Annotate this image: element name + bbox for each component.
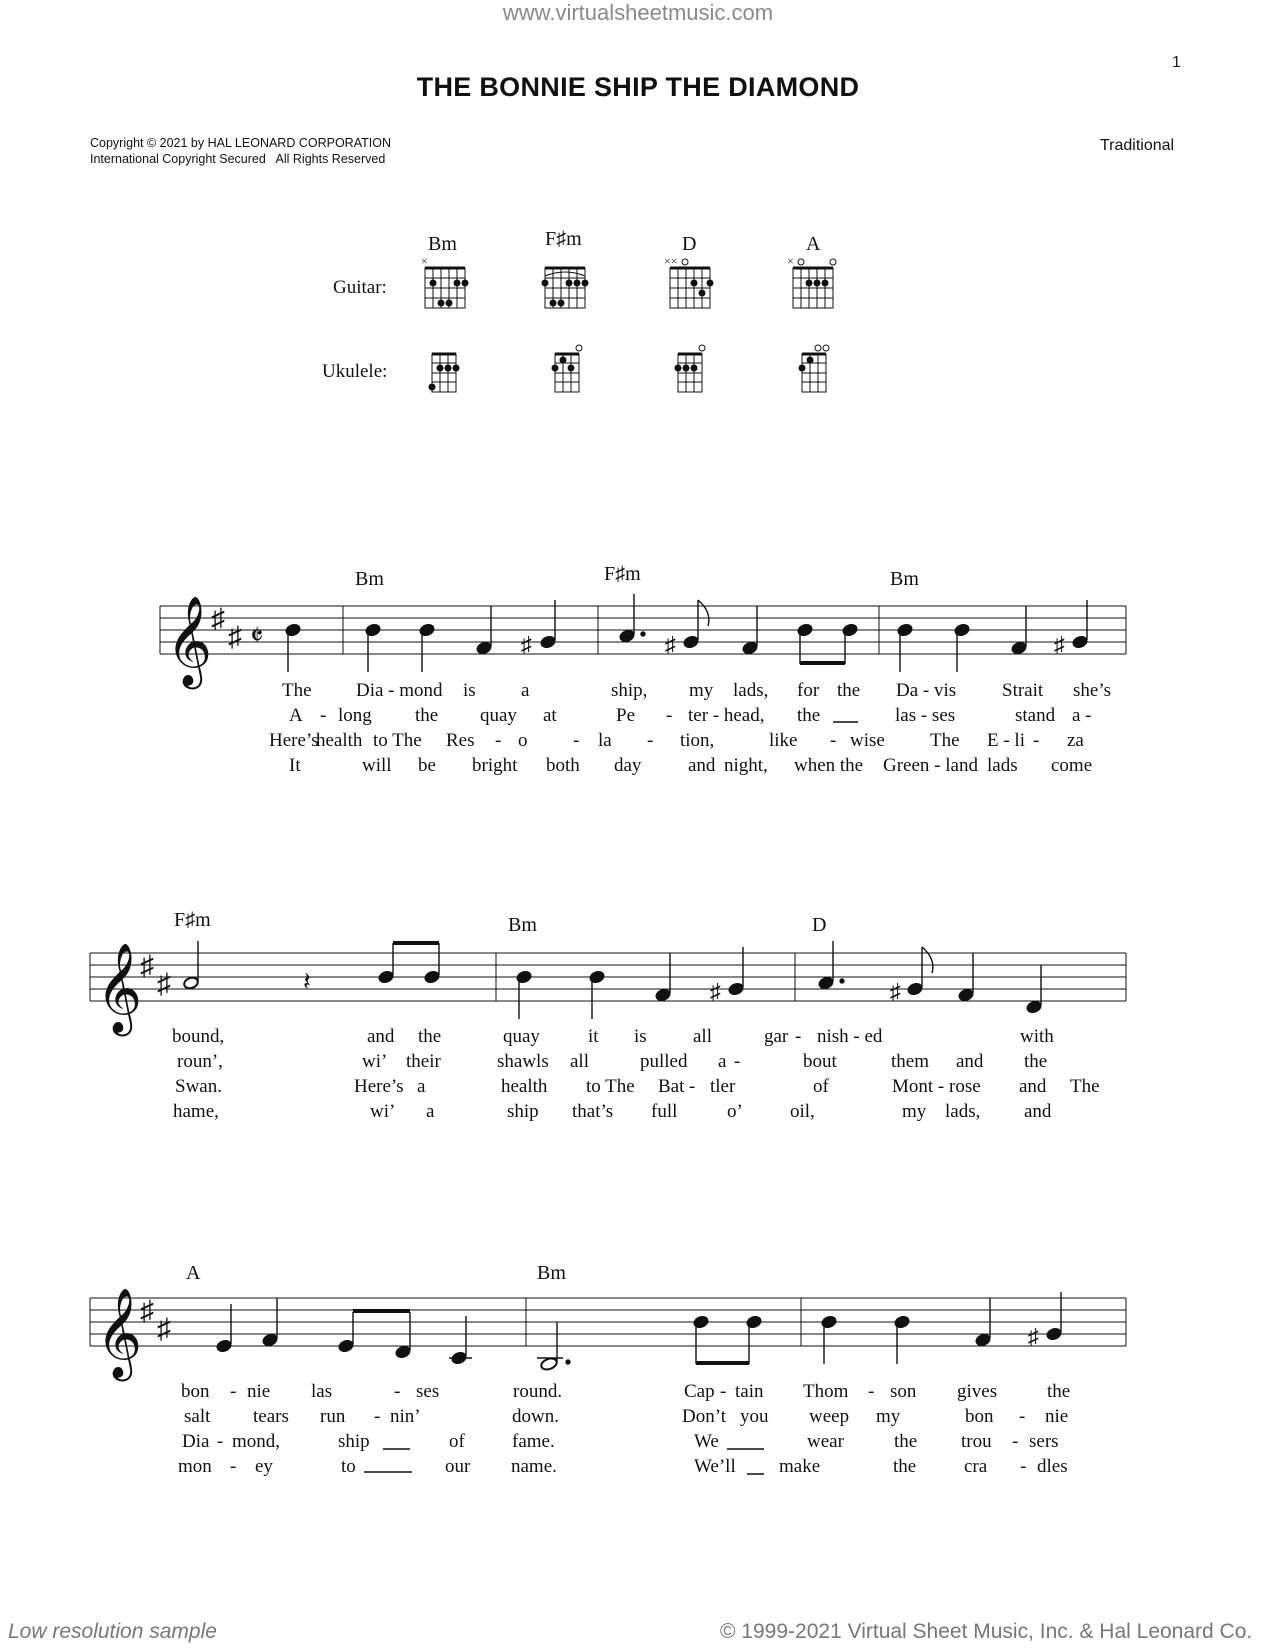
lyric-syllable: bright xyxy=(472,755,518,776)
lyric-syllable: and xyxy=(1024,1101,1052,1122)
lyric-syllable: for xyxy=(797,680,820,701)
lyric-syllable: las - ses xyxy=(895,705,956,726)
lyric-syllable: name. xyxy=(511,1456,557,1477)
quarter-note-icon xyxy=(958,988,975,1002)
lyric-syllable: a xyxy=(417,1076,426,1097)
lyric-syllable: is xyxy=(463,680,476,701)
lyric-syllable: wi’ xyxy=(370,1101,396,1122)
lyric-syllable: round. xyxy=(513,1381,563,1402)
lyric-syllable: - xyxy=(720,1381,727,1402)
quarter-note-icon xyxy=(216,1339,233,1353)
lyric-syllable: and xyxy=(688,755,716,776)
lyric-syllable: night, xyxy=(724,755,768,776)
lyric-syllable: bout xyxy=(803,1051,837,1072)
lyric-syllable: - xyxy=(1033,730,1040,751)
lyric-syllable: all xyxy=(570,1051,589,1072)
lyric-syllable: come xyxy=(1051,755,1093,776)
lyric-syllable: Here’s xyxy=(354,1076,404,1097)
lyric-syllable: lads, xyxy=(945,1101,981,1122)
sharp-icon: ♯ xyxy=(1054,632,1065,657)
lyric-syllable: - xyxy=(830,730,837,751)
lyric-syllable: mond, xyxy=(232,1431,281,1452)
lyric-syllable: It xyxy=(289,755,301,776)
lyric-syllable: - xyxy=(795,1026,802,1047)
lyric-syllable: salt xyxy=(184,1406,211,1427)
lyric-syllable: and xyxy=(367,1026,395,1047)
lyric-syllable: to The xyxy=(373,730,422,751)
lyric-syllable: nie xyxy=(1045,1406,1069,1427)
eighth-note-icon xyxy=(395,1345,412,1359)
eighth-note-icon xyxy=(693,1315,710,1329)
quarter-note-icon xyxy=(1046,1327,1063,1341)
lyric-syllable: - xyxy=(1020,1456,1027,1477)
sharp-icon: ♯ xyxy=(710,979,721,1004)
staff-3 xyxy=(90,1298,1126,1346)
lyric-syllable: - xyxy=(1012,1431,1019,1452)
ukulele-label: Ukulele: xyxy=(322,361,388,382)
lyric-syllable: - xyxy=(320,705,327,726)
lyric-syllable: my xyxy=(689,680,714,701)
lyric-syllable: ses xyxy=(416,1381,440,1402)
lyric-syllable: bon xyxy=(965,1406,994,1427)
lyric-syllable: wear xyxy=(807,1431,844,1452)
diagram-chord-name: D xyxy=(682,233,697,255)
lyric-syllable: long xyxy=(338,705,372,726)
lyric-syllable: The xyxy=(930,730,960,751)
lyric-syllable: weep xyxy=(809,1406,850,1427)
lyric-syllable: bound, xyxy=(172,1026,225,1047)
quarter-note-icon xyxy=(728,982,745,996)
staff-1 xyxy=(160,606,1126,654)
quarter-note-icon xyxy=(419,623,436,637)
lyric-syllable: oil, xyxy=(790,1101,815,1122)
composer: Traditional xyxy=(1100,137,1175,154)
lyric-syllable: - xyxy=(217,1431,224,1452)
lyric-syllable: Cap xyxy=(684,1381,715,1402)
sharp-icon: ♯ xyxy=(521,632,532,657)
lyric-syllable: the xyxy=(893,1456,917,1477)
eighth-note-icon xyxy=(907,982,924,996)
sharp-icon: ♯ xyxy=(157,1314,171,1345)
lyric-syllable: - xyxy=(666,705,673,726)
quarter-note-icon xyxy=(540,635,557,649)
lyric-syllable: A xyxy=(289,705,303,726)
lyric-syllable: wise xyxy=(850,730,885,751)
sharp-icon: ♯ xyxy=(157,969,171,1000)
lyric-syllable: all xyxy=(693,1026,712,1047)
lyric-syllable: be xyxy=(418,755,436,776)
diagram-chord-name: F♯m xyxy=(545,228,582,250)
chord-symbol: F♯m xyxy=(174,909,211,931)
lyric-syllable: like xyxy=(769,730,798,751)
lyric-syllable: - xyxy=(734,1051,741,1072)
lyric-syllable: make xyxy=(779,1456,821,1477)
lyric-syllable: stand xyxy=(1015,705,1056,726)
lyric-syllable: nin’ xyxy=(390,1406,421,1427)
lyric-syllable: the xyxy=(1024,1051,1048,1072)
page-number: 1 xyxy=(1172,54,1181,71)
sharp-icon: ♯ xyxy=(140,951,154,982)
lyric-syllable: Here’s xyxy=(269,730,319,751)
guitar-label: Guitar: xyxy=(333,277,387,298)
notes-system-3 xyxy=(216,1292,1063,1371)
lyric-syllable: - xyxy=(394,1381,401,1402)
lyric-syllable: The xyxy=(1070,1076,1100,1097)
lyric-syllable: - xyxy=(868,1381,875,1402)
quarter-note-icon xyxy=(589,970,606,984)
lyric-syllable: run xyxy=(320,1406,346,1427)
lyric-syllable: ship xyxy=(507,1101,539,1122)
chord-symbol: Bm xyxy=(508,914,537,936)
lyric-syllable: - xyxy=(647,730,654,751)
lyric-syllable: - xyxy=(689,1076,696,1097)
lyric-syllable: of xyxy=(813,1076,829,1097)
lyric-syllable: my xyxy=(902,1101,927,1122)
sharp-icon: ♯ xyxy=(1028,1324,1039,1349)
quarter-note-icon xyxy=(262,1333,279,1347)
lyric-syllable: that’s xyxy=(572,1101,614,1122)
footer-copyright: © 1999-2021 Virtual Sheet Music, Inc. & Hal Leonard Co. xyxy=(720,1620,1253,1643)
eighth-note-icon xyxy=(378,970,395,984)
lyric-syllable: both xyxy=(546,755,580,776)
quarter-note-icon xyxy=(821,1315,838,1329)
lyric-syllable: ter - head, xyxy=(688,705,765,726)
lyric-syllable: trou xyxy=(961,1431,992,1452)
lyric-syllable: the xyxy=(415,705,439,726)
quarter-note-icon xyxy=(1011,641,1028,655)
lyric-syllable: o xyxy=(518,730,528,751)
lyric-syllable: son xyxy=(890,1381,917,1402)
quarter-note-icon xyxy=(975,1333,992,1347)
lyric-syllable: ship xyxy=(338,1431,370,1452)
treble-clef-icon: 𝄞 xyxy=(96,1289,143,1376)
lyric-syllable: tain xyxy=(735,1381,764,1402)
chord-symbol: A xyxy=(186,1262,201,1284)
chord-symbol: F♯m xyxy=(604,563,641,585)
lyric-syllable: will xyxy=(362,755,392,776)
lyric-syllable: my xyxy=(876,1406,901,1427)
lyric-syllable: down. xyxy=(512,1406,559,1427)
lyric-syllable: - xyxy=(230,1381,237,1402)
lyric-syllable: health xyxy=(316,730,363,751)
lyric-syllable: nie xyxy=(247,1381,271,1402)
chord-symbol: D xyxy=(812,914,827,936)
lyric-syllable: you xyxy=(740,1406,769,1427)
sharp-icon: ♯ xyxy=(665,632,676,657)
lyric-syllable: the xyxy=(894,1431,918,1452)
lyric-syllable: Don’t xyxy=(682,1406,726,1427)
lyric-syllable: Thom xyxy=(803,1381,849,1402)
lyric-syllable: Da - vis xyxy=(896,680,957,701)
copyright-line-1: Copyright © 2021 by HAL LEONARD CORPORATION xyxy=(90,136,391,150)
quarter-note-icon xyxy=(897,623,914,637)
chord-symbol: Bm xyxy=(355,568,384,590)
eighth-note-icon xyxy=(746,1315,763,1329)
cut-time-icon: 𝄵 xyxy=(250,620,264,653)
lyric-syllable: and xyxy=(1019,1076,1047,1097)
lyric-syllable: Bat xyxy=(658,1076,685,1097)
svg-text:×: × xyxy=(421,254,428,268)
treble-clef-icon: 𝄞 xyxy=(166,597,213,684)
chord-symbol: Bm xyxy=(537,1262,566,1284)
quarter-rest-icon: 𝄽 xyxy=(303,967,311,996)
treble-clef-icon: 𝄞 xyxy=(96,944,143,1031)
lyric-syllable: Green - land xyxy=(883,755,978,776)
lyric-syllable: the xyxy=(837,680,861,701)
svg-text:××: ×× xyxy=(664,254,678,268)
low-resolution-notice: Low resolution sample xyxy=(8,1620,217,1643)
quarter-note-icon xyxy=(516,970,533,984)
lyric-syllable: tion, xyxy=(680,730,715,751)
lyric-syllable: gives xyxy=(957,1381,998,1402)
sharp-icon: ♯ xyxy=(890,979,901,1004)
lyric-syllable: to xyxy=(341,1456,356,1477)
eighth-note-icon xyxy=(797,623,814,637)
lyric-syllable: Swan. xyxy=(175,1076,222,1097)
lyric-syllable: pulled xyxy=(640,1051,688,1072)
lyric-syllable: dles xyxy=(1037,1456,1068,1477)
lyric-syllable: full xyxy=(651,1101,678,1122)
watermark-url: www.virtualsheetmusic.com xyxy=(502,0,774,25)
lyric-syllable: nish - ed xyxy=(817,1026,883,1047)
lyric-syllable: the xyxy=(797,705,821,726)
quarter-note-icon xyxy=(655,988,672,1002)
lyric-syllable: roun’, xyxy=(177,1051,223,1072)
lyric-syllable: tler xyxy=(710,1076,736,1097)
lyric-syllable: bon xyxy=(181,1381,210,1402)
lyric-syllable: Dia xyxy=(182,1431,210,1452)
quarter-note-icon xyxy=(742,641,759,655)
lyric-syllable: health xyxy=(501,1076,548,1097)
lyric-syllable: Pe xyxy=(616,705,635,726)
lyric-syllable: o’ xyxy=(727,1101,743,1122)
diagram-chord-name: Bm xyxy=(428,233,457,255)
lyric-syllable: Mont - rose xyxy=(892,1076,981,1097)
half-note-icon xyxy=(540,1357,558,1372)
quarter-note-icon xyxy=(818,976,835,990)
lyric-syllable: and xyxy=(956,1051,984,1072)
lyric-syllable: the xyxy=(418,1026,442,1047)
lyric-syllable: she’s xyxy=(1073,680,1111,701)
lyric-syllable: Dia - mond xyxy=(356,680,443,701)
quarter-note-icon xyxy=(1026,1000,1043,1014)
lyric-syllable: when the xyxy=(794,755,864,776)
diagram-chord-name: A xyxy=(806,233,821,255)
lyric-syllable: We xyxy=(694,1431,719,1452)
lyric-syllable: day xyxy=(614,755,642,776)
lyric-syllable: lads xyxy=(987,755,1018,776)
lyric-syllable: Strait xyxy=(1002,680,1044,701)
lyric-syllable: quay xyxy=(503,1026,540,1047)
lyric-syllable: with xyxy=(1020,1026,1054,1047)
lyric-syllable: fame. xyxy=(512,1431,555,1452)
lyric-syllable: Res xyxy=(446,730,475,751)
lyric-syllable: it xyxy=(588,1026,599,1047)
quarter-note-icon xyxy=(365,623,382,637)
lyric-syllable: their xyxy=(406,1051,441,1072)
lyric-syllable: shawls xyxy=(497,1051,549,1072)
lyric-syllable: the xyxy=(1047,1381,1071,1402)
lyric-syllable: is xyxy=(634,1026,647,1047)
lyric-syllable: - xyxy=(573,730,580,751)
lyric-syllable: cra xyxy=(964,1456,988,1477)
lyric-syllable: las xyxy=(311,1381,333,1402)
lyric-syllable: them xyxy=(891,1051,929,1072)
lyric-syllable: The xyxy=(282,680,312,701)
lyric-syllable: wi’ xyxy=(362,1051,388,1072)
lyric-syllable: - xyxy=(495,730,502,751)
sharp-icon: ♯ xyxy=(228,622,242,653)
quarter-note-icon xyxy=(1072,635,1089,649)
lyric-syllable: E - li xyxy=(987,730,1025,751)
half-note-icon xyxy=(183,976,200,990)
lyric-syllable: quay xyxy=(480,705,517,726)
lyric-syllable: We’ll xyxy=(694,1456,736,1477)
sharp-icon: ♯ xyxy=(211,604,225,635)
lyric-syllable: a xyxy=(426,1101,435,1122)
lyric-syllable: our xyxy=(445,1456,471,1477)
lyric-syllable: to The xyxy=(586,1076,635,1097)
lyric-syllable: - xyxy=(230,1456,237,1477)
lyric-syllable: tears xyxy=(253,1406,289,1427)
lyric-syllable: a xyxy=(718,1051,727,1072)
lyric-syllable: hame, xyxy=(173,1101,219,1122)
quarter-note-icon xyxy=(954,623,971,637)
lyric-syllable: la xyxy=(598,730,612,751)
quarter-note-icon xyxy=(476,641,493,655)
lyric-syllable: mon xyxy=(178,1456,212,1477)
lyric-syllable: ship, xyxy=(611,680,648,701)
lyric-syllable: sers xyxy=(1029,1431,1059,1452)
lyric-syllable: - xyxy=(374,1406,381,1427)
chord-symbol: Bm xyxy=(890,568,919,590)
eighth-note-icon xyxy=(424,970,441,984)
lyric-syllable: a - xyxy=(1072,705,1092,726)
eighth-note-icon xyxy=(842,623,859,637)
sharp-icon: ♯ xyxy=(140,1296,154,1327)
lyric-syllable: za xyxy=(1067,730,1084,751)
lyric-syllable: gar xyxy=(764,1026,789,1047)
copyright-line-2: International Copyright Secured All Rights Reserved xyxy=(90,152,386,166)
quarter-note-icon xyxy=(894,1315,911,1329)
eighth-note-icon xyxy=(338,1339,355,1353)
quarter-note-icon xyxy=(619,629,636,643)
lyric-syllable: ey xyxy=(255,1456,273,1477)
svg-text:×: × xyxy=(787,254,794,268)
lyric-syllable: - xyxy=(1019,1406,1026,1427)
lyric-syllable: lads, xyxy=(733,680,769,701)
quarter-note-icon xyxy=(285,623,302,637)
lyric-syllable: a xyxy=(521,680,530,701)
lyric-syllable: of xyxy=(449,1431,465,1452)
song-title: THE BONNIE SHIP THE DIAMOND xyxy=(416,72,860,102)
lyric-syllable: at xyxy=(543,705,557,726)
eighth-note-icon xyxy=(683,635,700,649)
